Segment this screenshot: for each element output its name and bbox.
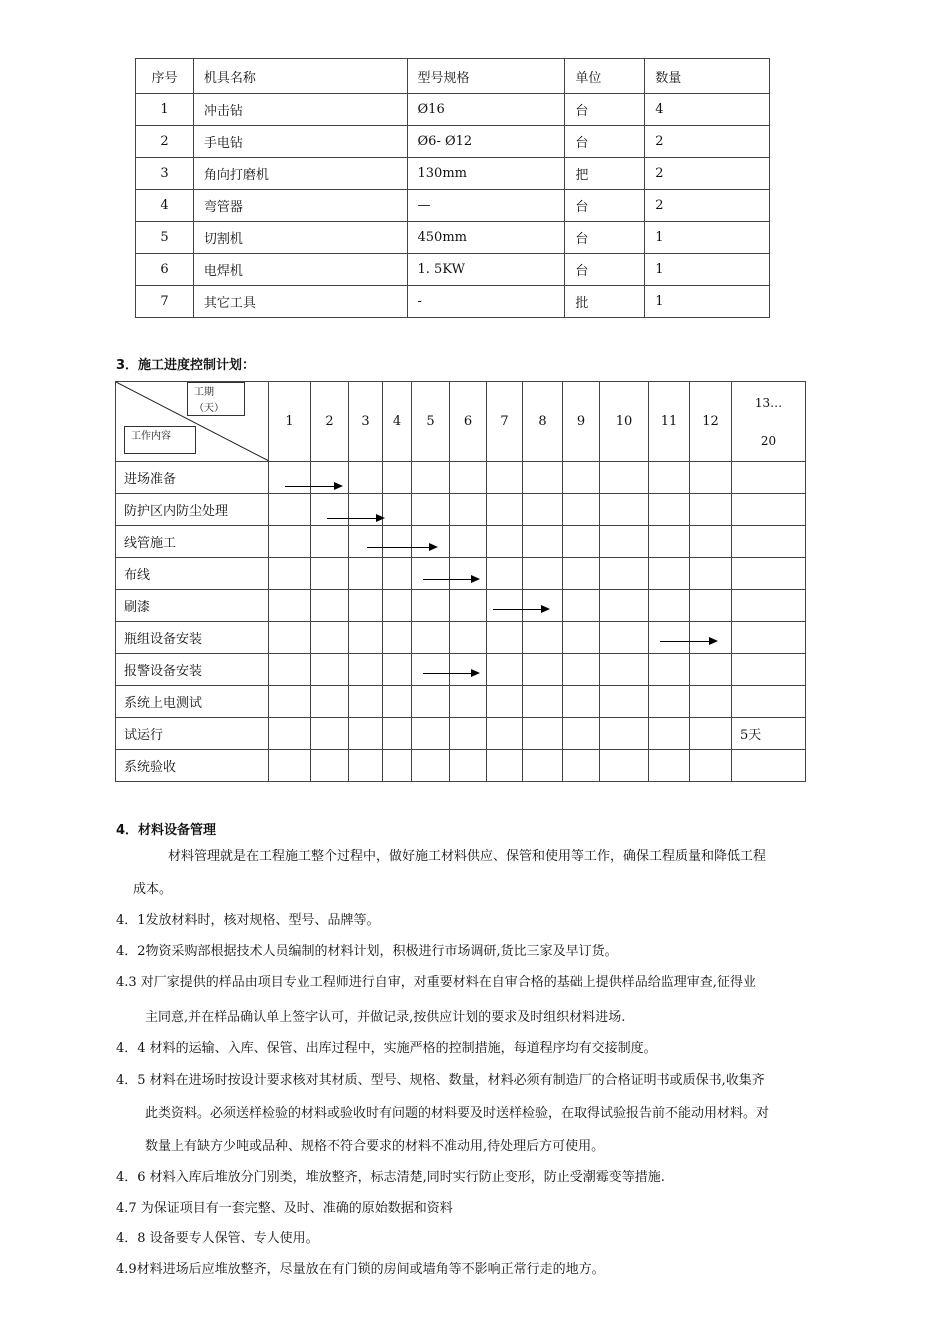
- schedule-arrow: [285, 486, 341, 487]
- table-cell: 切割机: [193, 222, 407, 254]
- table-cell: 冲击钻: [193, 94, 407, 126]
- schedule-arrow: [423, 673, 478, 674]
- schedule-row: [116, 558, 806, 590]
- schedule-row: [116, 590, 806, 622]
- day-header: 2: [311, 382, 349, 462]
- table-cell: 1: [645, 254, 770, 286]
- paragraph: 4．2物资采购部根据技术人员编制的材料计划，积极进行市场调研,货比三家及早订货。: [116, 944, 618, 959]
- table-cell: 台: [565, 222, 645, 254]
- schedule-arrow: [367, 547, 436, 548]
- table-cell: 电焊机: [193, 254, 407, 286]
- task-name: 线管施工: [116, 526, 269, 558]
- paragraph: 成本。: [133, 882, 173, 897]
- paragraph: 数量上有缺方少吨或品种、规格不符合要求的材料不准动用,待处理后方可使用。: [145, 1139, 605, 1154]
- day-header: 8: [523, 382, 563, 462]
- schedule-row: [116, 462, 806, 494]
- table-cell: 1. 5KW: [407, 254, 565, 286]
- day-header: 3: [349, 382, 383, 462]
- section-3-title: 3．施工进度控制计划：: [116, 358, 256, 373]
- table-cell: 3: [136, 158, 194, 190]
- task-name: 刷漆: [116, 590, 269, 622]
- table-cell: 把: [565, 158, 645, 190]
- table-cell: 1: [645, 286, 770, 318]
- schedule-table: [115, 381, 785, 784]
- task-name: 系统上电测试: [116, 686, 269, 718]
- table-cell: 台: [565, 254, 645, 286]
- table-row: [136, 94, 770, 126]
- table-cell: 其它工具: [193, 286, 407, 318]
- task-name: 布线: [116, 558, 269, 590]
- paragraph: 材料管理就是在工程施工整个过程中，做好施工材料供应、保管和使用等工作，确保工程质量和降低工程: [168, 849, 767, 864]
- paragraph: 4.7 为保证项目有一套完整、及时、准确的原始数据和资料: [116, 1201, 453, 1216]
- task-name: 防护区内防尘处理: [116, 494, 269, 526]
- day-header: 7: [487, 382, 523, 462]
- table-cell: 手电钻: [193, 126, 407, 158]
- header-cell: 机具名称: [193, 59, 407, 94]
- day-header: 11: [649, 382, 690, 462]
- table-cell: 角向打磨机: [193, 158, 407, 190]
- schedule-row: [116, 686, 806, 718]
- table-cell: -: [407, 286, 565, 318]
- table-cell: 6: [136, 254, 194, 286]
- day-header: 9: [563, 382, 600, 462]
- paragraph: 主同意,并在样品确认单上签字认可，并做记录,按供应计划的要求及时组织材料进场.: [145, 1010, 626, 1025]
- table-cell: Ø6- Ø12: [407, 126, 565, 158]
- task-name: 试运行: [116, 718, 269, 750]
- table-cell: 台: [565, 190, 645, 222]
- table-cell: 弯管器: [193, 190, 407, 222]
- schedule-row: [116, 750, 806, 782]
- work-content-label: 工作内容: [124, 426, 196, 454]
- table-row: [136, 286, 770, 318]
- task-name: 系统验收: [116, 750, 269, 782]
- table-cell: 450mm: [407, 222, 565, 254]
- table-row: [136, 158, 770, 190]
- day-header: 6: [450, 382, 487, 462]
- schedule-corner-cell: [116, 382, 269, 462]
- schedule-row: [116, 654, 806, 686]
- schedule-row: [116, 494, 806, 526]
- schedule-arrow: [423, 579, 478, 580]
- table-cell: Ø16: [407, 94, 565, 126]
- day-header: 1: [269, 382, 311, 462]
- day-header-last: 13… 20: [732, 382, 806, 462]
- table-row: [136, 126, 770, 158]
- schedule-header-row: [116, 382, 806, 462]
- task-name: 报警设备安装: [116, 654, 269, 686]
- table-cell: 2: [645, 158, 770, 190]
- table-cell: 1: [136, 94, 194, 126]
- paragraph: 4.3 对厂家提供的样品由项目专业工程师进行自审，对重要材料在自审合格的基础上提供样品给监理审查,征得业: [116, 975, 756, 990]
- paragraph: 此类资料。必须送样检验的材料或验收时有问题的材料要及时送样检验，在取得试验报告前不能动用材料。对: [145, 1106, 770, 1121]
- trial-run-duration: 5天: [732, 718, 806, 750]
- task-name: 进场准备: [116, 462, 269, 494]
- schedule-arrow: [327, 518, 383, 519]
- table-cell: 130mm: [407, 158, 565, 190]
- section-4-title: 4．材料设备管理: [116, 823, 217, 838]
- paragraph: 4.9材料进场后应堆放整齐，尽量放在有门锁的房间或墙角等不影响正常行走的地方。: [116, 1262, 605, 1277]
- paragraph: 4．8 设备要专人保管、专人使用。: [116, 1231, 319, 1246]
- header-cell: 单位: [565, 59, 645, 94]
- schedule-arrow: [493, 609, 548, 610]
- table-row: [136, 190, 770, 222]
- header-cell: 型号规格: [407, 59, 565, 94]
- table-cell: 5: [136, 222, 194, 254]
- table-cell: 台: [565, 126, 645, 158]
- task-name: 瓶组设备安装: [116, 622, 269, 654]
- header-cell: 数量: [645, 59, 770, 94]
- day-header: 10: [600, 382, 649, 462]
- table-cell: 1: [645, 222, 770, 254]
- header-cell: 序号: [136, 59, 194, 94]
- schedule-arrow: [660, 641, 716, 642]
- table-cell: 2: [645, 190, 770, 222]
- table-row: [136, 222, 770, 254]
- paragraph: 4．6 材料入库后堆放分门别类，堆放整齐，标志清楚,同时实行防止变形，防止受潮霉变等措施.: [116, 1170, 665, 1185]
- schedule-row: [116, 622, 806, 654]
- table-cell: 台: [565, 94, 645, 126]
- tools-table: [135, 58, 770, 318]
- table-cell: —: [407, 190, 565, 222]
- table-cell: 2: [136, 126, 194, 158]
- tools-table-header: [136, 59, 770, 94]
- paragraph: 4．4 材料的运输、入库、保管、出库过程中，实施严格的控制措施，每道程序均有交接制度。: [116, 1041, 657, 1056]
- paragraph: 4．5 材料在进场时按设计要求核对其材质、型号、规格、数量，材料必须有制造厂的合格证明书或质保书,收集齐: [116, 1073, 765, 1088]
- schedule-row: [116, 718, 806, 750]
- table-row: [136, 254, 770, 286]
- table-cell: 2: [645, 126, 770, 158]
- duration-label: 工期（天）: [187, 382, 245, 416]
- day-header: 4: [383, 382, 412, 462]
- table-cell: 4: [645, 94, 770, 126]
- day-header: 5: [412, 382, 450, 462]
- table-cell: 批: [565, 286, 645, 318]
- table-cell: 4: [136, 190, 194, 222]
- table-cell: 7: [136, 286, 194, 318]
- schedule-row: [116, 526, 806, 558]
- paragraph: 4．1发放材料时，核对规格、型号、品牌等。: [116, 913, 380, 928]
- day-header: 12: [690, 382, 732, 462]
